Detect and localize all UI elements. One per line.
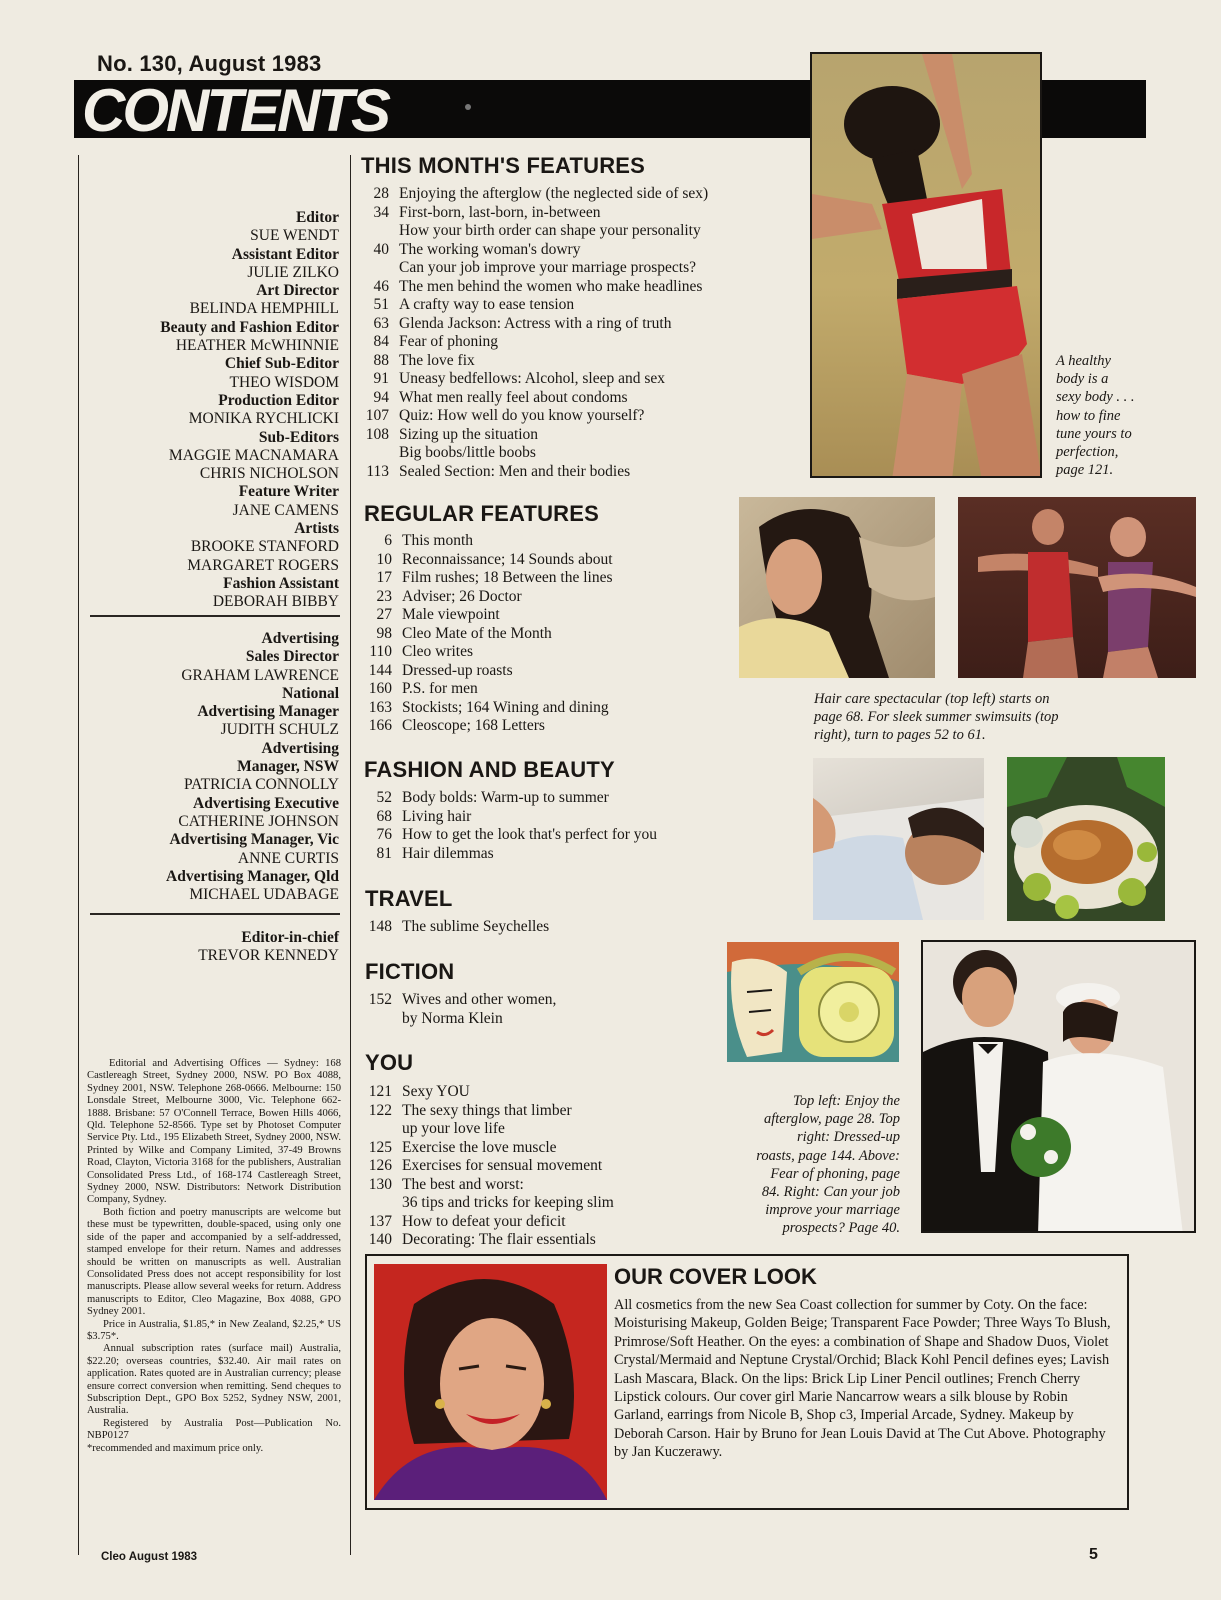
staff-role: Fashion Assistant bbox=[223, 574, 339, 592]
phoning-photo bbox=[813, 758, 984, 920]
entry-title: A crafty way to ease tension bbox=[399, 296, 575, 313]
entry-page-number: 148 bbox=[368, 918, 392, 935]
entry-page-number: 94 bbox=[373, 388, 389, 406]
staff-name: MARGARET ROGERS bbox=[187, 556, 339, 574]
entry-page-number: 6 bbox=[384, 532, 392, 549]
staff-name: PATRICIA CONNOLLY bbox=[183, 776, 339, 794]
entry-title: What men really feel about condoms bbox=[399, 388, 628, 406]
entry-title: Cleo Mate of the Month bbox=[402, 624, 552, 642]
section-list bbox=[360, 991, 556, 1028]
contents-entry bbox=[360, 991, 556, 1010]
contents-entry bbox=[360, 808, 657, 827]
staff-name: JANE CAMENS bbox=[232, 501, 339, 519]
entry-title: Dressed-up roasts bbox=[402, 661, 513, 679]
entry-page-number bbox=[357, 259, 399, 278]
staff-role: Advertising bbox=[261, 739, 339, 757]
entry-title: Big boobs/little boobs bbox=[399, 444, 536, 461]
swimsuit-models-image bbox=[958, 497, 1196, 678]
entry-page-number: 27 bbox=[376, 606, 392, 623]
issue-line: No. 130, August 1983 bbox=[97, 51, 322, 76]
caption-line: afterglow, page 28. Top bbox=[763, 1111, 900, 1128]
entry-page-number: 46 bbox=[373, 277, 389, 295]
staff-role: Advertising Executive bbox=[193, 794, 339, 812]
staff-role: Advertising bbox=[261, 630, 339, 647]
contents-entry bbox=[360, 845, 657, 864]
entry-page-number: 152 bbox=[368, 991, 392, 1008]
entry-title: Stockists; 164 Wining and dining bbox=[402, 698, 609, 716]
staff-name: ANNE CURTIS bbox=[237, 849, 339, 867]
contents-entry bbox=[360, 717, 613, 736]
hair-model-image bbox=[739, 497, 935, 678]
entry-title: Exercise the love muscle bbox=[402, 1138, 557, 1156]
staff-name: GRAHAM LAWRENCE bbox=[181, 666, 339, 684]
caption-line: roasts, page 144. Above: bbox=[756, 1147, 900, 1164]
entry-title: The best and worst: bbox=[402, 1175, 524, 1193]
masthead-divider bbox=[90, 615, 340, 617]
entry-title: Decorating: The flair essentials bbox=[402, 1231, 596, 1248]
price-paragraph: Price in Australia, $1.85,* in New Zealand, $2.25,* US $3.75*. bbox=[87, 1318, 341, 1342]
entry-page-number: 98 bbox=[376, 624, 392, 642]
staff-name: TREVOR KENNEDY bbox=[198, 947, 339, 965]
section-list bbox=[357, 185, 708, 481]
registration-paragraph: Registered by Australia Post—Publication No. NBP0127 bbox=[87, 1417, 341, 1442]
entry-title: Fear of phoning bbox=[399, 333, 499, 350]
entry-page-number bbox=[360, 1120, 402, 1139]
entry-title: Uneasy bedfellows: Alcohol, sleep and sex bbox=[399, 370, 666, 387]
entry-page-number: 84 bbox=[373, 333, 389, 350]
entry-page-number: 63 bbox=[373, 314, 389, 332]
caption-line: Fear of phoning, page bbox=[770, 1165, 900, 1182]
swimsuit-photo bbox=[958, 497, 1196, 678]
entry-page-number: 52 bbox=[376, 789, 392, 806]
contents-entry bbox=[357, 185, 708, 204]
caption-line: right: Dressed-up bbox=[797, 1129, 900, 1146]
masthead-divider bbox=[90, 913, 340, 915]
entry-page-number: 126 bbox=[368, 1157, 392, 1174]
staff-name: CATHERINE JOHNSON bbox=[178, 812, 339, 830]
column-rule bbox=[350, 155, 351, 1555]
page-title: CONTENTS bbox=[82, 77, 388, 144]
staff-role: Sales Director bbox=[245, 648, 339, 666]
section-list bbox=[360, 1083, 614, 1250]
entry-title: Hair dilemmas bbox=[402, 844, 494, 862]
staff-name: MONIKA RYCHLICKI bbox=[188, 410, 339, 428]
entry-page-number: 108 bbox=[365, 425, 389, 443]
caption-line: 84. Right: Can your job bbox=[761, 1184, 900, 1201]
contents-entry bbox=[360, 662, 613, 681]
entry-page-number: 68 bbox=[376, 807, 392, 825]
entry-title: Quiz: How well do you know yourself? bbox=[399, 407, 645, 424]
entry-page-number: 76 bbox=[376, 826, 392, 843]
contents-entry bbox=[357, 370, 708, 389]
entry-title: Body bolds: Warm-up to summer bbox=[402, 789, 609, 806]
entry-title: Living hair bbox=[402, 807, 472, 825]
footer-publication: Cleo August 1983 bbox=[101, 1551, 198, 1563]
afterglow-illustration bbox=[727, 942, 899, 1062]
staff-name: BROOKE STANFORD bbox=[190, 538, 339, 556]
staff-role: Art Director bbox=[256, 282, 339, 300]
contents-entry bbox=[357, 315, 708, 334]
contents-entry bbox=[360, 1231, 614, 1250]
page-number: 5 bbox=[1089, 1546, 1098, 1563]
staff-name: DEBORAH BIBBY bbox=[212, 593, 339, 611]
contents-entry bbox=[357, 259, 708, 278]
entry-page-number: 163 bbox=[368, 698, 392, 716]
contents-entry bbox=[360, 625, 613, 644]
entry-page-number: 125 bbox=[368, 1138, 392, 1156]
staff-name: MICHAEL UDABAGE bbox=[189, 886, 339, 904]
entry-page-number: 81 bbox=[376, 844, 392, 862]
entry-page-number: 130 bbox=[368, 1175, 392, 1193]
staff-name: CHRIS NICHOLSON bbox=[199, 465, 339, 483]
staff-role: Production Editor bbox=[218, 391, 339, 409]
entry-title: Wives and other women, bbox=[402, 991, 557, 1008]
contents-entry bbox=[360, 588, 613, 607]
entry-title: Cleo writes bbox=[402, 643, 474, 660]
contents-entry bbox=[360, 551, 613, 570]
contents-entry bbox=[360, 1176, 614, 1195]
caption-line: prospects? Page 40. bbox=[782, 1220, 900, 1237]
caption-line: A healthy bbox=[1056, 353, 1111, 369]
telephone-faces-image bbox=[727, 942, 899, 1062]
entry-page-number: 91 bbox=[373, 370, 389, 387]
entry-title: The sexy things that limber bbox=[402, 1101, 572, 1119]
entry-title: Reconnaissance; 14 Sounds about bbox=[402, 550, 613, 568]
contents-entry bbox=[360, 1083, 614, 1102]
subscription-paragraph: Annual subscription rates (surface mail) Australia, $22.20; overseas countries, $32.40. Air mail rates on application. Rates quoted are in Australian currency; please ensure correct conversion when remitting. Send cheques to Subscription Dept., GPO Box 5252, Sydney NSW, 2001, Australia. bbox=[87, 1343, 341, 1417]
entry-title: Sealed Section: Men and their bodies bbox=[399, 462, 631, 480]
contents-entry bbox=[357, 333, 708, 352]
contents-entry bbox=[357, 444, 708, 463]
entry-title: First-born, last-born, in-between bbox=[399, 203, 601, 221]
cover-look-heading: OUR COVER LOOK bbox=[614, 1264, 817, 1289]
section-heading: FICTION bbox=[365, 959, 455, 984]
offices-paragraph: Editorial and Advertising Offices — Sydney: 168 Castlereagh Street, Sydney 2000, NSW. PO Box 4088, Sydney 2001, NSW. Telephone 268-0666. Melbourne: 150 Lonsdale Street, Melbourne 3000, Vic. Telephone 662-1888. Brisbane: 57 O'Connell Terrace, Bowen Hills 4066, Qld. Telephone 52-8566. Type set by Photoset Computer Service Pty. Ltd., 195 Elizabeth Street, Sydney 2000, NSW. Printed by Wilke and Company Limited, 37-49 Browns Road, Clayton, Victoria 3168 for the publishers, Australian Consolidated Press Ltd., of 168-174 Castlereagh Street, Sydney 2000, NSW. Distributors: Network Distribution Company, Sydney. bbox=[87, 1058, 341, 1206]
contents-entry bbox=[357, 426, 708, 445]
contents-entry bbox=[360, 532, 613, 551]
caption-body bbox=[1056, 352, 1135, 479]
staff-role: Artists bbox=[294, 520, 339, 538]
section-heading: YOU bbox=[365, 1050, 414, 1075]
entry-page-number: 144 bbox=[368, 661, 392, 679]
entry-page-number: 51 bbox=[373, 296, 389, 313]
section-heading: THIS MONTH'S FEATURES bbox=[361, 153, 646, 178]
entry-page-number bbox=[357, 222, 399, 241]
staff-role: Advertising Manager, Vic bbox=[169, 831, 339, 849]
contents-entry bbox=[357, 241, 708, 260]
entry-page-number: 34 bbox=[373, 203, 389, 221]
entry-page-number: 140 bbox=[368, 1231, 392, 1248]
sleeping-man-image bbox=[813, 758, 984, 920]
entry-page-number bbox=[360, 1010, 402, 1029]
section-heading: REGULAR FEATURES bbox=[364, 501, 600, 526]
caption-line: sexy body . . . bbox=[1056, 389, 1135, 406]
hair-photo bbox=[739, 497, 935, 678]
entry-title: Enjoying the afterglow (the neglected side of sex) bbox=[399, 185, 709, 202]
staff-role: Advertising Manager, Qld bbox=[166, 867, 339, 885]
entry-page-number: 17 bbox=[376, 569, 392, 586]
entry-title: Film rushes; 18 Between the lines bbox=[402, 569, 613, 586]
manuscripts-paragraph: Both fiction and poetry manuscripts are welcome but these must be typewritten, double-spaced, using only one side of the paper and accompanied by a self-addressed, stamped envelope for their return. Names and addresses should be written on manuscripts as well. Australian Consolidated Press does not accept responsibility for lost manuscripts. Please allow several weeks for return. Address manuscripts to Editor, Cleo Magazine, Box 4088, GPO Sydney 2001. bbox=[87, 1206, 341, 1318]
caption-line: page 121. bbox=[1056, 462, 1114, 479]
contents-entry bbox=[360, 826, 657, 845]
section-heading: FASHION AND BEAUTY bbox=[364, 757, 615, 782]
entry-title: Cleoscope; 168 Letters bbox=[402, 717, 545, 734]
exercise-photo bbox=[810, 52, 1042, 478]
entry-title: This month bbox=[402, 532, 474, 549]
contents-entry bbox=[357, 296, 708, 315]
contents-entry bbox=[360, 680, 613, 699]
masthead-editor-in-chief bbox=[80, 929, 339, 966]
wedding-photo bbox=[921, 940, 1196, 1233]
entry-title: The men behind the women who make headlines bbox=[399, 277, 703, 295]
staff-role: Manager, NSW bbox=[237, 758, 339, 776]
entry-page-number: 10 bbox=[376, 550, 392, 568]
contents-entry bbox=[360, 606, 613, 625]
entry-page-number: 88 bbox=[373, 351, 389, 369]
price-footnote: *recommended and maximum price only. bbox=[87, 1442, 264, 1454]
staff-role: National bbox=[282, 684, 339, 702]
entry-page-number bbox=[360, 1194, 402, 1213]
cover-look-text: All cosmetics from the new Sea Coast collection for summer by Coty. On the face: Moisturising Makeup, Golden Beige; Transparent Face Powder; Three Ways To Blush, Primrose/Soft Heather. On the eyes: a combination of Shape and Shadow Duos, Violet Crystal/Mermaid and Neptune Crystal/Orchid; Black Kohl Pencil defines eyes; Lavish Lash Mascara, Black. On the lips: Brick Lip Liner Pencil outlines; French Cherry Lipstick colours. Our cover girl Marie Nancarrow wears a silk blouse by Robin Garland, earrings from Nicole B, Shop c3, Imperial Arcade, Sydney. Makeup by Deborah Carson. Hair by Bruno for Jean Louis David at The Cut Above. Photography by Jan Kuczerawy. bbox=[614, 1297, 1111, 1461]
entry-title: The working woman's dowry bbox=[399, 240, 581, 258]
entry-title: by Norma Klein bbox=[402, 1009, 503, 1027]
contents-entry bbox=[360, 643, 613, 662]
staff-role: Assistant Editor bbox=[231, 245, 339, 263]
caption-line: how to fine bbox=[1056, 407, 1121, 424]
entry-title: How your birth order can shape your personality bbox=[399, 222, 701, 239]
contents-entry bbox=[360, 1194, 614, 1213]
caption-hair bbox=[814, 690, 1058, 745]
staff-name: SUE WENDT bbox=[250, 227, 339, 245]
entry-title: 36 tips and tricks for keeping slim bbox=[402, 1194, 614, 1211]
caption-line: Top left: Enjoy the bbox=[793, 1093, 900, 1109]
caption-line: improve your marriage bbox=[765, 1202, 900, 1219]
contents-entry bbox=[360, 1010, 556, 1029]
entry-page-number bbox=[357, 444, 399, 463]
staff-name: BELINDA HEMPHILL bbox=[189, 300, 339, 318]
entry-title: How to get the look that's perfect for you bbox=[402, 826, 658, 843]
entry-title: Sexy YOU bbox=[402, 1083, 470, 1100]
staff-role: Feature Writer bbox=[238, 483, 339, 501]
entry-title: Adviser; 26 Doctor bbox=[402, 587, 522, 605]
staff-role: Sub-Editors bbox=[258, 428, 339, 446]
staff-role: Beauty and Fashion Editor bbox=[160, 318, 339, 336]
contents-entry bbox=[360, 1102, 614, 1121]
section-list bbox=[360, 789, 657, 863]
entry-title: Glenda Jackson: Actress with a ring of truth bbox=[399, 314, 672, 332]
caption-line: tune yours to bbox=[1056, 425, 1132, 442]
entry-page-number: 40 bbox=[373, 240, 389, 258]
entry-title: Male viewpoint bbox=[402, 606, 500, 623]
entry-title: How to defeat your deficit bbox=[402, 1212, 566, 1230]
caption-line: right), turn to pages 52 to 61. bbox=[814, 727, 986, 744]
entry-page-number: 23 bbox=[376, 587, 392, 605]
contents-entry bbox=[357, 352, 708, 371]
caption-line: body is a bbox=[1056, 371, 1109, 388]
staff-name: MAGGIE MACNAMARA bbox=[168, 446, 339, 464]
caption-misc bbox=[700, 1092, 900, 1238]
staff-role: Editor-in-chief bbox=[241, 929, 339, 946]
entry-page-number: 122 bbox=[368, 1101, 392, 1119]
contents-entry bbox=[357, 204, 708, 223]
section-list bbox=[360, 532, 613, 736]
entry-title: Sizing up the situation bbox=[399, 425, 539, 443]
caption-line: page 68. For sleek summer swimsuits (top bbox=[814, 709, 1059, 726]
staff-role: Editor bbox=[295, 209, 339, 226]
caption-line: Hair care spectacular (top left) starts on bbox=[814, 691, 1050, 707]
entry-title: Can your job improve your marriage prospects? bbox=[399, 259, 696, 276]
staff-name: THEO WISDOM bbox=[229, 373, 339, 391]
contents-entry bbox=[360, 699, 613, 718]
left-rule bbox=[78, 155, 79, 1555]
entry-page-number: 110 bbox=[369, 643, 392, 660]
entry-title: P.S. for men bbox=[402, 680, 478, 697]
section-list bbox=[360, 918, 549, 937]
entry-page-number: 166 bbox=[368, 717, 392, 734]
contents-entry bbox=[360, 789, 657, 808]
masthead-advertising bbox=[80, 630, 339, 904]
exercise-figure-image bbox=[812, 54, 1042, 478]
contents-entry bbox=[360, 569, 613, 588]
wedding-couple-image bbox=[923, 942, 1196, 1233]
staff-role: Chief Sub-Editor bbox=[224, 355, 339, 373]
publication-info bbox=[87, 1058, 341, 1455]
contents-entry bbox=[357, 278, 708, 297]
roast-dish-image bbox=[1007, 757, 1165, 921]
staff-name: HEATHER McWHINNIE bbox=[175, 337, 339, 355]
staff-name: JULIE ZILKO bbox=[247, 263, 339, 281]
entry-title: Exercises for sensual movement bbox=[402, 1157, 603, 1174]
entry-page-number: 137 bbox=[368, 1212, 392, 1230]
decorative-dot bbox=[465, 104, 471, 110]
contents-entry bbox=[357, 407, 708, 426]
contents-entry bbox=[360, 1120, 614, 1139]
entry-title: The sublime Seychelles bbox=[402, 918, 550, 935]
entry-page-number: 113 bbox=[366, 462, 389, 480]
contents-entry bbox=[360, 1139, 614, 1158]
entry-page-number: 107 bbox=[365, 407, 389, 424]
contents-entry bbox=[360, 1213, 614, 1232]
staff-role: Advertising Manager bbox=[197, 703, 339, 721]
masthead-staff bbox=[80, 209, 339, 612]
contents-entry bbox=[360, 918, 549, 937]
entry-page-number: 160 bbox=[368, 680, 392, 697]
caption-line: perfection, bbox=[1056, 444, 1119, 461]
entry-title: The love fix bbox=[399, 351, 475, 369]
entry-page-number: 121 bbox=[368, 1083, 392, 1100]
roast-photo bbox=[1007, 757, 1165, 921]
contents-entry bbox=[357, 222, 708, 241]
section-heading: TRAVEL bbox=[365, 886, 453, 911]
contents-entry bbox=[357, 389, 708, 408]
contents-entry bbox=[357, 463, 708, 482]
staff-name: JUDITH SCHULZ bbox=[220, 721, 339, 739]
entry-page-number: 28 bbox=[373, 185, 389, 202]
contents-entry bbox=[360, 1157, 614, 1176]
entry-title: up your love life bbox=[402, 1120, 505, 1137]
